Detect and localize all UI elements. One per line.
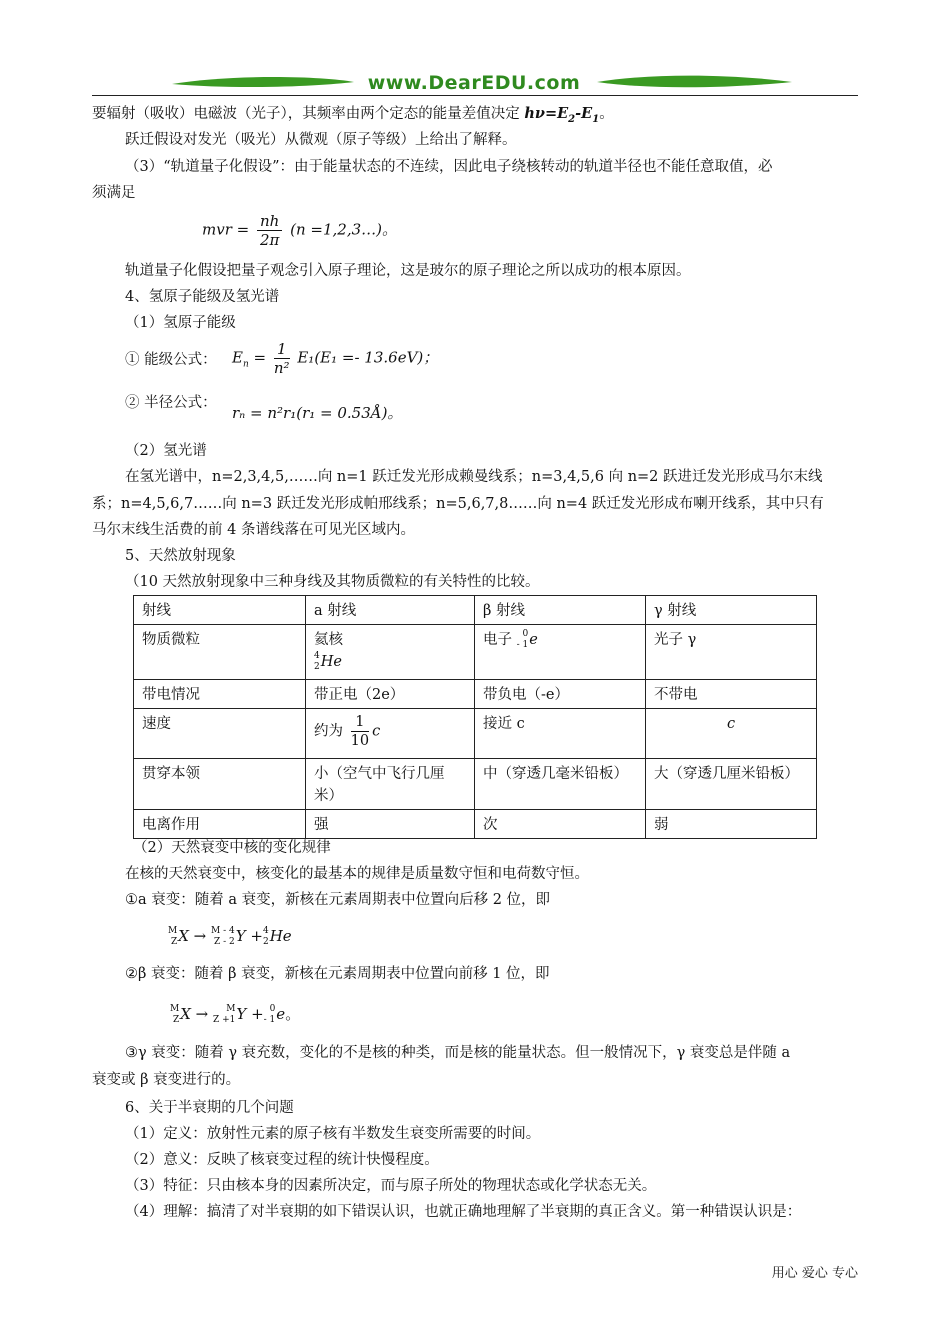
nuclide-indices: M Z +1 <box>213 1004 236 1025</box>
table-row <box>134 709 817 759</box>
table-cell: 带电情况 <box>134 680 306 709</box>
table-cell: 接近 c <box>475 709 646 759</box>
radiation-comparison-table <box>133 595 817 839</box>
subsection-heading: （2）天然衰变中核的变化规律 <box>133 840 331 856</box>
paragraph-line: （3）“轨道量子化假设”：由于能量状态的不连续，因此电子绕核转动的轨道半径也不能任意取值，必 <box>125 159 773 175</box>
table-row <box>134 596 817 625</box>
formula-label: ① 能级公式： <box>125 352 217 368</box>
table-cell: 小（空气中飞行几厘米） <box>306 759 475 810</box>
table-cell: 电离作用 <box>134 810 306 839</box>
subsection-heading: （1）氢原子能级 <box>125 315 236 331</box>
table-cell: 中（穿透几毫米铅板） <box>475 759 646 810</box>
table-cell: 带正电（2e） <box>306 680 475 709</box>
fraction: $\frac{nh}{2\pi}$ <box>257 212 282 249</box>
nuclide-indices: M Z <box>170 1004 180 1025</box>
paragraph-line: ③γ 衰变：随着 γ 衰充数，变化的不是核的种类，而是核的能量状态。但一般情况下，γ 衰变总是伴随 a <box>125 1045 791 1061</box>
paragraph-line: 跃迁假设对发光（吸光）从微观（原子等级）上给出了解释。 <box>125 132 517 148</box>
subsection-heading: （2）氢光谱 <box>125 443 207 459</box>
table-cell: 电子 0 - 1e <box>475 625 646 680</box>
nuclide-indices: M Z <box>168 926 178 947</box>
paragraph-line: （4）理解：搞清了对半衰期的如下错误认识，也就正确地理解了半衰期的真正含义。第一种错误认识是： <box>125 1204 802 1220</box>
alpha-decay-equation: M ZX → M - 4 Z - 2Y +4 2He <box>168 926 292 947</box>
paragraph-line: 要辐射（吸收）电磁波（光子），其频率由两个定态的能量差值决定 $h\nu=E_2-E_1$。 <box>92 105 614 125</box>
page-footer: 用心 爱心 专心 <box>771 1266 858 1281</box>
table-cell: a 射线 <box>306 596 475 625</box>
table-cell: 大（穿透几厘米铅板） <box>646 759 817 810</box>
table-cell: 次 <box>475 810 646 839</box>
paragraph-line: 在核的天然衰变中，核变化的最基本的规律是质量数守恒和电荷数守恒。 <box>125 866 589 882</box>
fraction: $\frac{1}{10}$ <box>350 714 370 749</box>
paragraph-line: 系；n=4,5,6,7……向 n=3 跃迁发光形成帕邢线系；n=5,6,7,8……向 n=4 跃迁发光形成布喇开线系，其中只有 <box>92 496 824 512</box>
paragraph-line: （3）特征：只由核本身的因素所决定，而与原子所处的物理状态或化学状态无关。 <box>125 1178 657 1194</box>
paragraph-line: 衰变或 β 衰变进行的。 <box>92 1072 241 1088</box>
bohr-orbit-formula: mvr = $\frac{nh}{2\pi}$ (n =1,2,3…)。 <box>202 212 397 249</box>
header-rule <box>92 95 858 96</box>
paragraph-line: 轨道量子化假设把量子观念引入原子理论，这是玻尔的原子理论之所以成功的根本原因。 <box>125 263 691 279</box>
paragraph-line: （2）意义：反映了核衰变过程的统计快慢程度。 <box>125 1152 439 1168</box>
table-row <box>134 810 817 839</box>
paragraph-line: 须满足 <box>92 185 136 201</box>
paragraph-line: （1）定义：放射性元素的原子核有半数发生衰变所需要的时间。 <box>125 1126 541 1142</box>
radius-formula: rₙ = n²r₁(r₁ = 0.53Å)。 <box>232 404 403 422</box>
table-cell: 带负电（-e） <box>475 680 646 709</box>
table-row <box>134 759 817 810</box>
table-row <box>134 680 817 709</box>
table-cell: 约为 $\frac{1}{10}$ c <box>306 709 475 759</box>
table-cell: 不带电 <box>646 680 817 709</box>
paragraph-line: （10 天然放射现象中三种身线及其物质微粒的有关特性的比较。 <box>125 574 540 590</box>
table-row <box>134 625 817 680</box>
table-cell: 光子 γ <box>646 625 817 680</box>
table-cell: γ 射线 <box>646 596 817 625</box>
nuclide-indices: 4 2 <box>314 651 320 672</box>
section-heading: 5、天然放射现象 <box>125 548 236 564</box>
table-cell: 速度 <box>134 709 306 759</box>
paragraph-line: 马尔末线生活费的前 4 条谱线落在可见光区域内。 <box>92 522 415 538</box>
paragraph-line: ①a 衰变：随着 a 衰变，新核在元素周期表中位置向后移 2 位，即 <box>125 892 551 908</box>
nuclide-indices: 4 2 <box>262 926 269 947</box>
nuclide-indices: 0 - 1 <box>516 629 529 650</box>
energy-level-formula: $E_n$ = $\frac{1}{\text{n²}}$ E₁(E₁ =- 13.6eV)； <box>232 340 439 377</box>
table-cell: 物质微粒 <box>134 625 306 680</box>
section-heading: 4、氢原子能级及氢光谱 <box>125 289 280 305</box>
table-cell: 氦核 4 2He <box>306 625 475 680</box>
beta-decay-equation: M ZX → M Z +1Y + 0 - 1e。 <box>170 1004 301 1025</box>
paragraph-line: ②β 衰变：随着 β 衰变，新核在元素周期表中位置向前移 1 位，即 <box>125 966 550 982</box>
table-cell: β 射线 <box>475 596 646 625</box>
table-cell: c <box>646 709 817 759</box>
nuclide-indices: 0 - 1 <box>263 1004 276 1025</box>
table-cell: 强 <box>306 810 475 839</box>
nuclide-indices: M - 4 Z - 2 <box>211 926 235 947</box>
table-cell: 射线 <box>134 596 306 625</box>
site-logo-text[interactable]: www.DearEDU.com <box>367 72 581 94</box>
table-cell: 弱 <box>646 810 817 839</box>
table-cell: 贯穿本领 <box>134 759 306 810</box>
formula-label: ② 半径公式： <box>125 395 217 411</box>
section-heading: 6、关于半衰期的几个问题 <box>125 1100 294 1116</box>
fraction: $\frac{1}{\text{n²}}$ <box>273 340 290 377</box>
paragraph-line: 在氢光谱中，n=2,3,4,5,……向 n=1 跃迁发光形成赖曼线系；n=3,4,5,6 向 n=2 跃进迁发光形成马尔末线 <box>125 469 823 485</box>
